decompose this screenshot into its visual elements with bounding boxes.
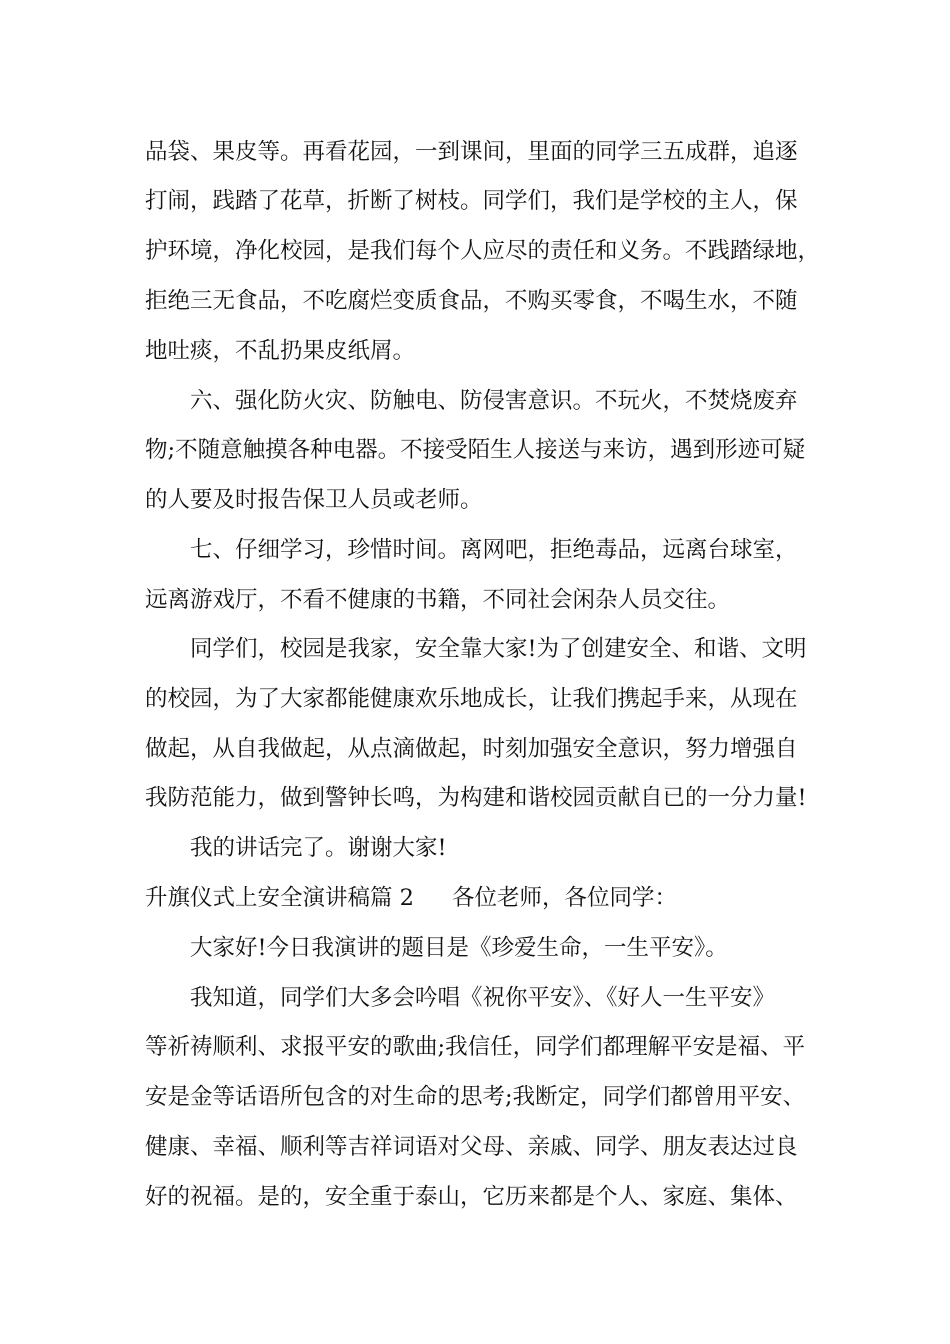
body-line: 好的祝福。是的，安全重于泰山，它历来都是个人、家庭、集体、 — [145, 1184, 798, 1210]
body-line: 我防范能力，做到警钟长鸣，为构建和谐校园贡献自已的一分力量! — [145, 785, 807, 811]
body-line: 品袋、果皮等。再看花园，一到课间，里面的同学三五成群，追逐 — [145, 139, 798, 165]
body-line: 地吐痰，不乱扔果皮纸屑。 — [145, 338, 416, 364]
body-line: 安是金等话语所包含的对生命的思考;我断定，同学们都曾用平安、 — [145, 1084, 806, 1110]
body-line: 远离游戏厅，不看不健康的书籍，不同社会闲杂人员交往。 — [145, 587, 731, 613]
body-line: 健康、幸福、顺利等吉祥词语对父母、亲戚、同学、朋友表达过良 — [145, 1134, 798, 1160]
body-line: 做起，从自我做起，从点滴做起，时刻加强安全意识，努力增强自 — [145, 736, 798, 762]
section-title: 升旗仪式上安全演讲稿篇 2 — [145, 885, 414, 911]
body-line: 拒绝三无食品，不吃腐烂变质食品，不购买零食，不喝生水，不随 — [145, 288, 798, 314]
paragraph-first-line: 六、强化防火灾、防触电、防侵害意识。不玩火，不焚烧废弃 — [190, 388, 798, 414]
paragraph-first-line: 我知道，同学们大多会吟唱《祝你平安》、《好人一生平安》 — [190, 985, 776, 1011]
body-line: 的人要及时报告保卫人员或老师。 — [145, 487, 483, 513]
paragraph-first-line: 大家好!今日我演讲的题目是《珍爱生命，一生平安》。 — [190, 935, 728, 961]
closing-line: 我的讲话完了。谢谢大家! — [190, 835, 447, 861]
body-line: 物;不随意触摸各种电器。不接受陌生人接送与来访，遇到形迹可疑 — [145, 437, 806, 463]
body-line: 护环境，净化校园，是我们每个人应尽的责任和义务。不践踏绿地， — [145, 238, 821, 264]
body-line: 等祈祷顺利、求报平安的歌曲;我信任，同学们都理解平安是福、平 — [145, 1034, 806, 1060]
body-line: 的校园，为了大家都能健康欢乐地成长，让我们携起手来，从现在 — [145, 686, 798, 712]
paragraph-first-line: 同学们，校园是我家，安全靠大家!为了创建安全、和谐、文明 — [190, 636, 807, 662]
greeting: 各位老师，各位同学： — [452, 885, 678, 911]
paragraph-first-line: 七、仔细学习，珍惜时间。离网吧，拒绝毒品，远离台球室， — [190, 537, 798, 563]
body-line: 打闹，践踏了花草，折断了树枝。同学们，我们是学校的主人，保 — [145, 188, 798, 214]
